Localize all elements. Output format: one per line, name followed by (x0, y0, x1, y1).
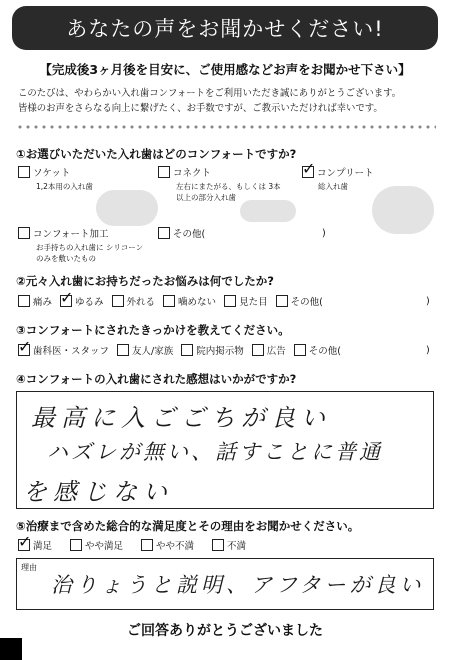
checkmark-icon: ✓ (60, 288, 74, 307)
q1-other-close-paren: ) (322, 228, 326, 239)
intro-text (18, 86, 438, 116)
handwritten-answer-line-3: を感じない (23, 478, 173, 506)
checkbox[interactable] (294, 344, 306, 356)
checkbox[interactable] (181, 344, 193, 356)
q5-option-dissatisfied[interactable]: 不満 (212, 538, 246, 552)
checkbox-checked[interactable] (18, 532, 32, 551)
checkbox[interactable] (212, 539, 224, 551)
handwritten-answer-line-1: 最高に入ごごちが良い (31, 404, 331, 432)
q1-note-socket: 1,2本用の入れ歯 (36, 182, 93, 191)
checkbox[interactable] (18, 227, 30, 239)
q3-options (18, 337, 349, 357)
checkbox[interactable] (224, 295, 236, 307)
q2-option-cannot-chew[interactable]: 噛めない (163, 294, 216, 308)
question-5: ⑤治療まで含めた総合的な満足度とその理由をお聞かせください。 (16, 519, 360, 533)
q1-option-comfort-processing[interactable]: コンフォート加工 (18, 226, 109, 240)
checkmark-icon: ✓ (18, 337, 32, 356)
q2-option-pain[interactable]: 痛み (18, 294, 52, 308)
q3-option-advertisement[interactable]: 広告 (252, 343, 286, 357)
question-3: ③コンフォートにされたきっかけを教えてください。 (16, 323, 290, 337)
thank-you-footer: ご回答ありがとうございました (127, 623, 323, 639)
q3-option-dentist-staff[interactable]: ✓ 歯科医・スタッフ (18, 337, 110, 357)
q1-option-connect[interactable]: コネクト (158, 165, 211, 179)
q3-other-close-paren: ) (426, 345, 430, 356)
q3-option-other[interactable]: その他( (294, 343, 341, 357)
survey-title-banner (12, 6, 438, 50)
q1-option-complete[interactable]: ✓ コンプリート (302, 159, 374, 179)
checkmark-icon: ✓ (18, 532, 32, 551)
q2-option-loose[interactable]: ✓ ゆるみ (60, 288, 104, 308)
intro-line-1: このたびは、やわらかい入れ歯コンフォートをご利用いただき誠にありがとうございます。 (18, 88, 402, 99)
checkbox[interactable] (252, 344, 264, 356)
checkbox-checked[interactable] (60, 288, 74, 307)
q5-option-somewhat-satisfied[interactable]: やや満足 (70, 538, 123, 552)
q5-options (18, 532, 254, 552)
handwritten-answer-line-2: ハズレが無い、話すことに普通 (47, 440, 383, 464)
q3-option-friend-family[interactable]: 友人/家族 (117, 343, 173, 357)
q1-option-other[interactable]: その他( (158, 226, 205, 240)
q1-note-connect: 左右にまたがる、もしくは 3本以上の部分入れ歯 (176, 182, 281, 202)
q2-other-close-paren: ) (426, 296, 430, 307)
q3-option-clinic-poster[interactable]: 院内掲示物 (181, 343, 244, 357)
checkmark-icon: ✓ (302, 159, 316, 178)
survey-subtitle: 【完成後3ヶ月後を目安に、ご使用感などお声をお聞かせ下さい】 (39, 62, 411, 77)
checkbox-checked[interactable] (18, 337, 32, 356)
checkbox-checked[interactable] (302, 159, 316, 178)
dotted-divider (16, 124, 436, 130)
checkbox[interactable] (158, 227, 170, 239)
q5-option-somewhat-dissatisfied[interactable]: やや不満 (141, 538, 194, 552)
connect-denture-illustration (240, 200, 296, 222)
reason-label: 理由 (21, 563, 37, 572)
q2-options (18, 288, 331, 308)
q5-option-satisfied[interactable]: ✓ 満足 (18, 532, 53, 552)
full-denture-illustration (372, 186, 434, 234)
checkbox[interactable] (18, 295, 30, 307)
question-2: ②元々入れ歯にお持ちだったお悩みは何でしたか? (16, 274, 274, 288)
q2-option-falls-out[interactable]: 外れる (112, 294, 156, 308)
checkbox[interactable] (18, 166, 30, 178)
checkbox[interactable] (112, 295, 124, 307)
q1-note-comfort-processing: お手持ちの入れ歯に シリコーンのみを敷いたもの (36, 243, 144, 263)
q1-note-complete: 総入れ歯 (318, 182, 348, 191)
question-1: ①お選びいただいた入れ歯はどのコンフォートですか? (16, 147, 297, 161)
partial-denture-illustration (96, 190, 158, 226)
checkbox[interactable] (158, 166, 170, 178)
question-4: ④コンフォートの入れ歯にされた感想はいかがですか? (16, 372, 297, 386)
survey-title: あなたの声をお聞かせください! (66, 17, 384, 41)
impression-answer-box[interactable] (16, 391, 434, 509)
checkbox[interactable] (141, 539, 153, 551)
handwritten-reason: 治りょうと説明、アフターが良い (51, 573, 425, 597)
q2-option-other[interactable]: その他( (276, 294, 323, 308)
q2-option-appearance[interactable]: 見た目 (224, 294, 268, 308)
checkbox[interactable] (70, 539, 82, 551)
scan-corner-mark (0, 638, 22, 660)
intro-line-2: 皆様のお声をさらなる向上に繋げたく、お手数ですが、ご教示いただければ幸いです。 (18, 103, 383, 114)
q1-option-socket[interactable]: ソケット (18, 165, 70, 179)
reason-answer-box[interactable] (16, 558, 434, 610)
checkbox[interactable] (117, 344, 129, 356)
checkbox[interactable] (163, 295, 175, 307)
checkbox[interactable] (276, 295, 288, 307)
